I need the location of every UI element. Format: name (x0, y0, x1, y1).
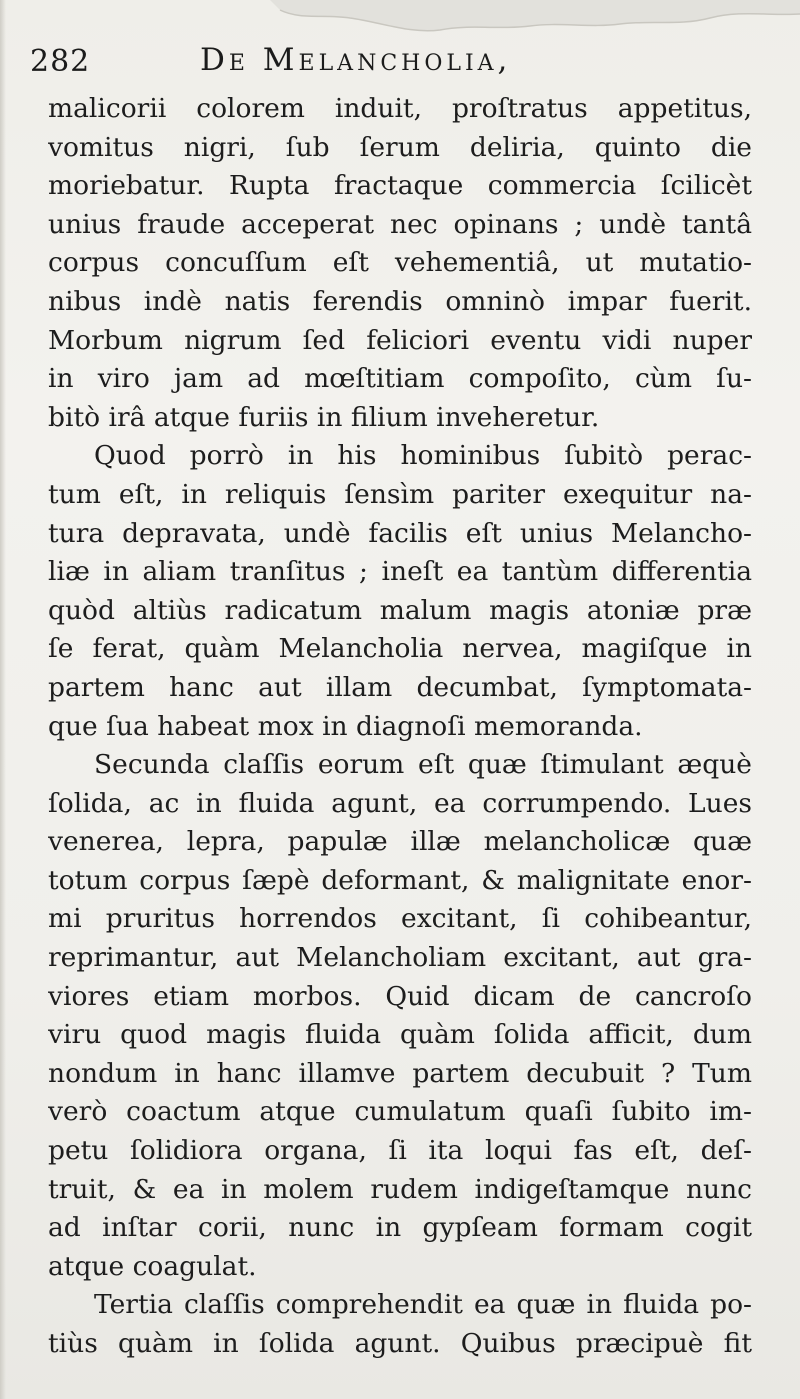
text-line: quòd altiùs radicatum malum magis atoniæ præ (48, 594, 752, 626)
text-line: moriebatur. Rupta fractaque commercia ſcilicèt (48, 170, 752, 202)
text-line: Tertia claſſis comprehendit ea quæ in fluida po- (94, 1289, 752, 1321)
text-line: viru quod magis fluida quàm ſolida afficit, dum (48, 1019, 752, 1051)
text-line: Quod porrò in his hominibus ſubitò perac- (94, 440, 752, 472)
text-line: totum corpus ſæpè deformant, & malignitate enor- (48, 864, 752, 896)
text-line: vomitus nigri, ſub ſerum deliria, quinto die (48, 131, 752, 163)
text-line: ſe ferat, quàm Melancholia nervea, magiſque in (48, 633, 752, 665)
text-line: ſolida, ac in fluida agunt, ea corrumpendo. Lues (48, 787, 752, 819)
page-header (30, 42, 770, 86)
text-line: tum eſt, in reliquis ſensìm pariter exequitur na- (48, 478, 752, 510)
text-line: tura depravata, undè facilis eſt unius Melancho- (48, 517, 752, 549)
running-title: De Melancholia, (200, 42, 512, 78)
text-line: reprimantur, aut Melancholiam excitant, aut gra- (48, 942, 752, 974)
page-number: 282 (30, 44, 91, 79)
text-line: nondum in hanc illamve partem decubuit ? Tum (48, 1057, 752, 1089)
text-line: que ſua habeat mox in diagnoſi memoranda. (48, 710, 643, 742)
text-line: atque coagulat. (48, 1250, 257, 1282)
text-line: venerea, lepra, papulæ illæ melancholicæ quæ (48, 826, 752, 858)
torn-corner-mark (270, 0, 800, 36)
text-line: viores etiam morbos. Quid dicam de cancroſo (48, 980, 752, 1012)
text-line: partem hanc aut illam decumbat, ſymptomata- (48, 671, 752, 703)
text-line: verò coactum atque cumulatum quaſi ſubito im- (48, 1096, 752, 1128)
text-line: Secunda claſſis eorum eſt quæ ſtimulant æquè (94, 749, 752, 781)
text-line: corpus concuſſum eſt vehementiâ, ut mutatio- (48, 247, 752, 279)
text-line: in viro jam ad mœſtitiam compoſito, cùm ſu- (48, 363, 752, 395)
text-line: nibus indè natis ferendis omninò impar fuerit. (48, 285, 752, 317)
text-line: Morbum nigrum ſed feliciori eventu vidi nuper (48, 324, 752, 356)
text-line: petu ſolidiora organa, ſi ita loqui fas eſt, deſ- (48, 1135, 752, 1167)
text-line: unius fraude acceperat nec opinans ; undè tantâ (48, 208, 752, 240)
text-line: malicorii colorem induit, proſtratus appetitus, (48, 93, 752, 124)
text-line: liæ in aliam tranſitus ; ineſt ea tantùm differentia (48, 556, 752, 588)
text-line: mi pruritus horrendos excitant, ſi cohibeantur, (48, 903, 752, 935)
body-text (48, 90, 752, 1364)
text-line: ad inſtar corii, nunc in gypſeam formam cogit (48, 1212, 752, 1244)
text-line: tiùs quàm in ſolida agunt. Quibus præcipuè fit (48, 1328, 752, 1359)
text-line: bitò irâ atque furiis in filium inveheretur. (48, 401, 600, 433)
text-line: truit, & ea in molem rudem indigeſtamque nunc (48, 1173, 752, 1205)
